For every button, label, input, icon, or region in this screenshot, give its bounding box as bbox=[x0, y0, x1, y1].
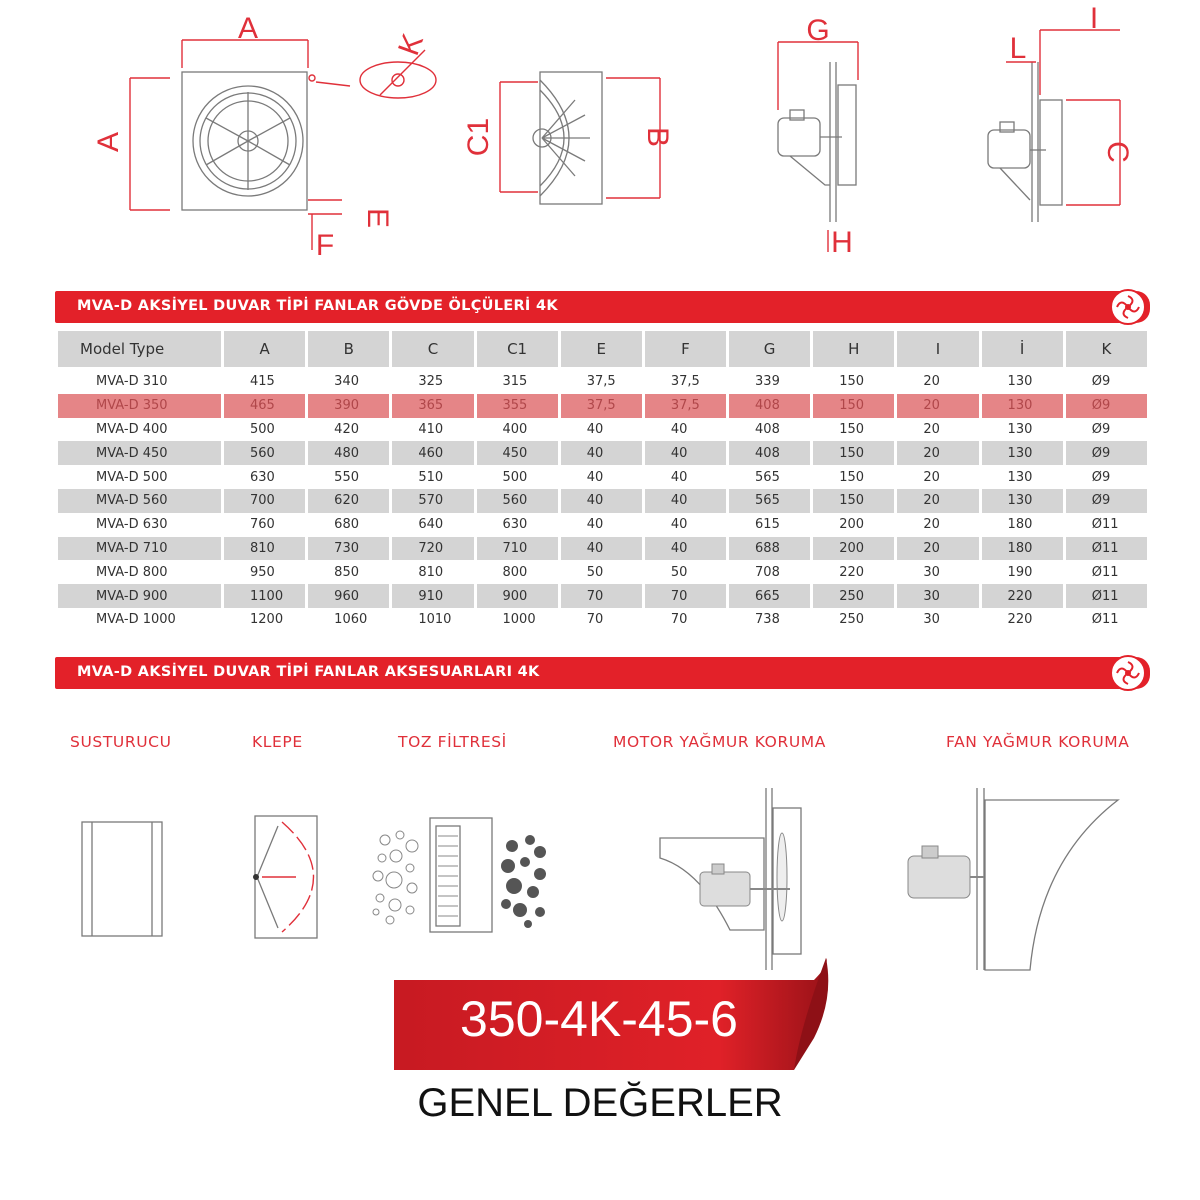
accessory-label-damper: KLEPE bbox=[252, 733, 303, 751]
column-header: C bbox=[392, 331, 473, 370]
table-cell: 510 bbox=[418, 469, 444, 485]
table-cell: 190 bbox=[1007, 564, 1033, 580]
table-cell: 960 bbox=[308, 584, 389, 608]
table-cell: 565 bbox=[755, 469, 780, 485]
table-cell: 500 bbox=[502, 469, 528, 485]
fan-rain-guard-drawing bbox=[908, 788, 1118, 970]
table-cell: 910 bbox=[392, 584, 473, 608]
accessory-label-motor-rain-guard: MOTOR YAĞMUR KORUMA bbox=[613, 733, 826, 751]
table-cell: Ø11 bbox=[1066, 584, 1147, 608]
table-cell: 420 bbox=[334, 421, 359, 437]
table-cell: 70 bbox=[586, 612, 604, 628]
dim-label-c1: C1 bbox=[462, 117, 495, 157]
table-cell: 250 bbox=[839, 612, 865, 628]
table-cell: Ø9 bbox=[1066, 394, 1147, 418]
dim-label-l: L bbox=[1009, 32, 1027, 65]
dimensions-table bbox=[55, 331, 1150, 632]
table-cell: 1100 bbox=[224, 584, 305, 608]
dimensions-banner-title: MVA-D AKSİYEL DUVAR TİPİ FANLAR GÖVDE ÖLÇÜLERİ 4K bbox=[77, 298, 558, 314]
model-cell: MVA-D 350 bbox=[58, 394, 221, 418]
table-cell: 615 bbox=[755, 517, 780, 533]
dim-label-i: I bbox=[1089, 2, 1099, 35]
table-cell: 325 bbox=[418, 374, 444, 390]
table-cell: 408 bbox=[729, 394, 810, 418]
table-cell: 730 bbox=[308, 537, 389, 561]
table-cell: 738 bbox=[755, 612, 780, 628]
table-cell: 1200 bbox=[250, 612, 284, 628]
table-cell: 720 bbox=[392, 537, 473, 561]
damper-drawing bbox=[253, 816, 317, 938]
table-cell: 40 bbox=[586, 517, 604, 533]
table-cell: 50 bbox=[586, 564, 604, 580]
general-values-title: GENEL DEĞERLER bbox=[417, 1081, 783, 1125]
model-cell: MVA-D 450 bbox=[58, 441, 221, 465]
column-header: K bbox=[1066, 331, 1147, 370]
table-cell: 130 bbox=[982, 489, 1063, 513]
table-cell: 415 bbox=[250, 374, 275, 390]
table-cell: 150 bbox=[813, 489, 894, 513]
table-row bbox=[58, 394, 1147, 418]
table-cell: 810 bbox=[224, 537, 305, 561]
table-cell: 200 bbox=[813, 537, 894, 561]
table-cell: 40 bbox=[645, 489, 726, 513]
dim-label-k: K bbox=[392, 29, 431, 60]
table-cell: 250 bbox=[813, 584, 894, 608]
table-cell: 950 bbox=[250, 564, 275, 580]
model-cell: MVA-D 900 bbox=[58, 584, 221, 608]
table-cell: 665 bbox=[729, 584, 810, 608]
table-cell: 340 bbox=[334, 374, 359, 390]
table-cell: Ø11 bbox=[1091, 564, 1119, 580]
table-cell: 339 bbox=[755, 374, 780, 390]
table-row bbox=[58, 418, 1147, 442]
motor-rain-guard-drawing bbox=[660, 788, 801, 970]
table-cell: 1060 bbox=[334, 612, 368, 628]
dim-label-a-side: A bbox=[92, 131, 125, 153]
column-header: F bbox=[645, 331, 726, 370]
table-cell: Ø9 bbox=[1066, 489, 1147, 513]
column-header-model-type: Model Type bbox=[58, 331, 221, 370]
table-cell: 37,5 bbox=[670, 374, 700, 390]
model-cell: MVA-D 1000 bbox=[96, 612, 176, 628]
table-cell: 220 bbox=[982, 584, 1063, 608]
table-cell: 70 bbox=[670, 612, 688, 628]
column-header: İ bbox=[982, 331, 1063, 370]
column-header: H bbox=[813, 331, 894, 370]
table-cell: 20 bbox=[897, 537, 978, 561]
table-cell: 40 bbox=[561, 489, 642, 513]
dim-label-h: H bbox=[831, 226, 853, 259]
accessories-banner bbox=[55, 657, 1150, 689]
column-header: C1 bbox=[477, 331, 558, 370]
side-view-drawing-ilc bbox=[988, 2, 1134, 222]
model-cell: MVA-D 710 bbox=[58, 537, 221, 561]
table-cell: 560 bbox=[224, 441, 305, 465]
table-cell: 810 bbox=[418, 564, 444, 580]
table-cell: 460 bbox=[392, 441, 473, 465]
table-cell: 20 bbox=[923, 374, 940, 390]
back-view-drawing bbox=[462, 72, 674, 204]
table-cell: 220 bbox=[839, 564, 865, 580]
table-cell: 688 bbox=[729, 537, 810, 561]
table-cell: 150 bbox=[839, 374, 865, 390]
table-cell: 37,5 bbox=[586, 374, 616, 390]
table-cell: 130 bbox=[1007, 374, 1033, 390]
table-cell: 37,5 bbox=[561, 394, 642, 418]
table-cell: 680 bbox=[334, 517, 359, 533]
table-cell: 40 bbox=[670, 517, 688, 533]
table-row bbox=[58, 465, 1147, 489]
model-cell: MVA-D 500 bbox=[96, 469, 168, 485]
model-cell: MVA-D 310 bbox=[96, 374, 168, 390]
table-cell: 640 bbox=[418, 517, 444, 533]
table-cell: 20 bbox=[897, 441, 978, 465]
table-cell: 900 bbox=[477, 584, 558, 608]
dust-filter-drawing bbox=[373, 818, 546, 932]
table-cell: 365 bbox=[392, 394, 473, 418]
dimensions-banner bbox=[55, 291, 1150, 323]
table-cell: 30 bbox=[923, 612, 940, 628]
accessory-label-silencer: SUSTURUCU bbox=[70, 733, 172, 751]
table-header-row bbox=[58, 331, 1147, 370]
table-cell: Ø9 bbox=[1091, 421, 1111, 437]
table-cell: 70 bbox=[645, 584, 726, 608]
table-cell: 40 bbox=[561, 537, 642, 561]
table-cell: Ø9 bbox=[1091, 469, 1111, 485]
table-cell: 565 bbox=[729, 489, 810, 513]
dim-label-b: B bbox=[641, 126, 674, 148]
table-cell: Ø9 bbox=[1091, 374, 1111, 390]
product-code: 350-4K-45-6 bbox=[460, 991, 738, 1047]
table-cell: 30 bbox=[923, 564, 940, 580]
table-cell: 570 bbox=[392, 489, 473, 513]
table-cell: Ø9 bbox=[1066, 441, 1147, 465]
table-cell: 150 bbox=[839, 469, 865, 485]
column-header: E bbox=[561, 331, 642, 370]
table-cell: 465 bbox=[224, 394, 305, 418]
table-cell: 40 bbox=[670, 469, 688, 485]
table-cell: 620 bbox=[308, 489, 389, 513]
table-cell: 130 bbox=[982, 441, 1063, 465]
table-row bbox=[58, 370, 1147, 394]
table-cell: 70 bbox=[561, 584, 642, 608]
table-cell: Ø11 bbox=[1091, 517, 1119, 533]
table-cell: 390 bbox=[308, 394, 389, 418]
table-cell: 180 bbox=[982, 537, 1063, 561]
table-cell: 708 bbox=[755, 564, 780, 580]
accessory-label-dust-filter: TOZ FİLTRESİ bbox=[398, 733, 507, 751]
model-cell: MVA-D 630 bbox=[96, 517, 168, 533]
table-cell: 500 bbox=[250, 421, 275, 437]
table-cell: 408 bbox=[729, 441, 810, 465]
dim-label-c: C bbox=[1101, 141, 1134, 163]
table-cell: 130 bbox=[982, 394, 1063, 418]
dim-label-a-top: A bbox=[237, 12, 259, 45]
table-cell: 180 bbox=[1007, 517, 1033, 533]
table-cell: 200 bbox=[839, 517, 865, 533]
table-cell: 40 bbox=[670, 421, 688, 437]
table-cell: 315 bbox=[502, 374, 528, 390]
table-cell: 150 bbox=[813, 441, 894, 465]
table-cell: 20 bbox=[897, 394, 978, 418]
table-cell: 40 bbox=[586, 469, 604, 485]
table-cell: 37,5 bbox=[645, 394, 726, 418]
table-cell: 40 bbox=[561, 441, 642, 465]
column-header: A bbox=[224, 331, 305, 370]
table-cell: 550 bbox=[334, 469, 359, 485]
table-cell: 150 bbox=[813, 394, 894, 418]
table-cell: 40 bbox=[586, 421, 604, 437]
table-cell: 800 bbox=[502, 564, 528, 580]
accessory-drawings bbox=[0, 770, 1200, 990]
dim-label-e: E bbox=[361, 207, 394, 229]
table-cell: 450 bbox=[477, 441, 558, 465]
table-cell: 50 bbox=[670, 564, 688, 580]
table-cell: 20 bbox=[923, 469, 940, 485]
table-cell: Ø11 bbox=[1066, 537, 1147, 561]
table-row bbox=[58, 560, 1147, 584]
fan-logo-icon bbox=[1110, 655, 1146, 691]
table-cell: 150 bbox=[839, 421, 865, 437]
accessories-banner-title: MVA-D AKSİYEL DUVAR TİPİ FANLAR AKSESUARLARI 4K bbox=[77, 664, 540, 680]
front-view-drawing bbox=[92, 12, 436, 262]
table-cell: 1000 bbox=[502, 612, 536, 628]
table-cell: 130 bbox=[1007, 421, 1033, 437]
table-cell: 480 bbox=[308, 441, 389, 465]
column-header: I bbox=[897, 331, 978, 370]
dim-label-g: G bbox=[806, 14, 830, 47]
table-cell: 700 bbox=[224, 489, 305, 513]
table-cell: 850 bbox=[334, 564, 359, 580]
table-row bbox=[58, 537, 1147, 561]
table-cell: 760 bbox=[250, 517, 275, 533]
dim-label-f: F bbox=[315, 229, 335, 262]
table-row bbox=[58, 584, 1147, 608]
table-cell: 40 bbox=[645, 537, 726, 561]
table-row bbox=[58, 489, 1147, 513]
table-cell: 400 bbox=[502, 421, 528, 437]
side-view-drawing-gh bbox=[778, 14, 858, 259]
table-cell: Ø11 bbox=[1091, 612, 1119, 628]
table-cell: 20 bbox=[923, 421, 940, 437]
column-header: B bbox=[308, 331, 389, 370]
table-cell: 560 bbox=[477, 489, 558, 513]
table-cell: 630 bbox=[250, 469, 275, 485]
table-row bbox=[58, 441, 1147, 465]
model-cell: MVA-D 800 bbox=[96, 564, 168, 580]
table-cell: 355 bbox=[477, 394, 558, 418]
table-cell: 40 bbox=[645, 441, 726, 465]
column-header: G bbox=[729, 331, 810, 370]
silencer-drawing bbox=[82, 822, 162, 936]
table-cell: 710 bbox=[477, 537, 558, 561]
table-cell: 410 bbox=[418, 421, 444, 437]
table-row bbox=[58, 513, 1147, 537]
model-cell: MVA-D 400 bbox=[96, 421, 168, 437]
table-cell: 220 bbox=[1007, 612, 1033, 628]
table-cell: 408 bbox=[755, 421, 780, 437]
table-cell: 30 bbox=[897, 584, 978, 608]
table-row bbox=[58, 608, 1147, 632]
dimension-drawings bbox=[0, 0, 1200, 280]
table-cell: 20 bbox=[897, 489, 978, 513]
table-cell: 130 bbox=[1007, 469, 1033, 485]
accessory-label-fan-rain-guard: FAN YAĞMUR KORUMA bbox=[946, 733, 1130, 751]
table-cell: 630 bbox=[502, 517, 528, 533]
fan-logo-icon bbox=[1110, 289, 1146, 325]
table-cell: 1010 bbox=[418, 612, 452, 628]
model-cell: MVA-D 560 bbox=[58, 489, 221, 513]
table-cell: 20 bbox=[923, 517, 940, 533]
